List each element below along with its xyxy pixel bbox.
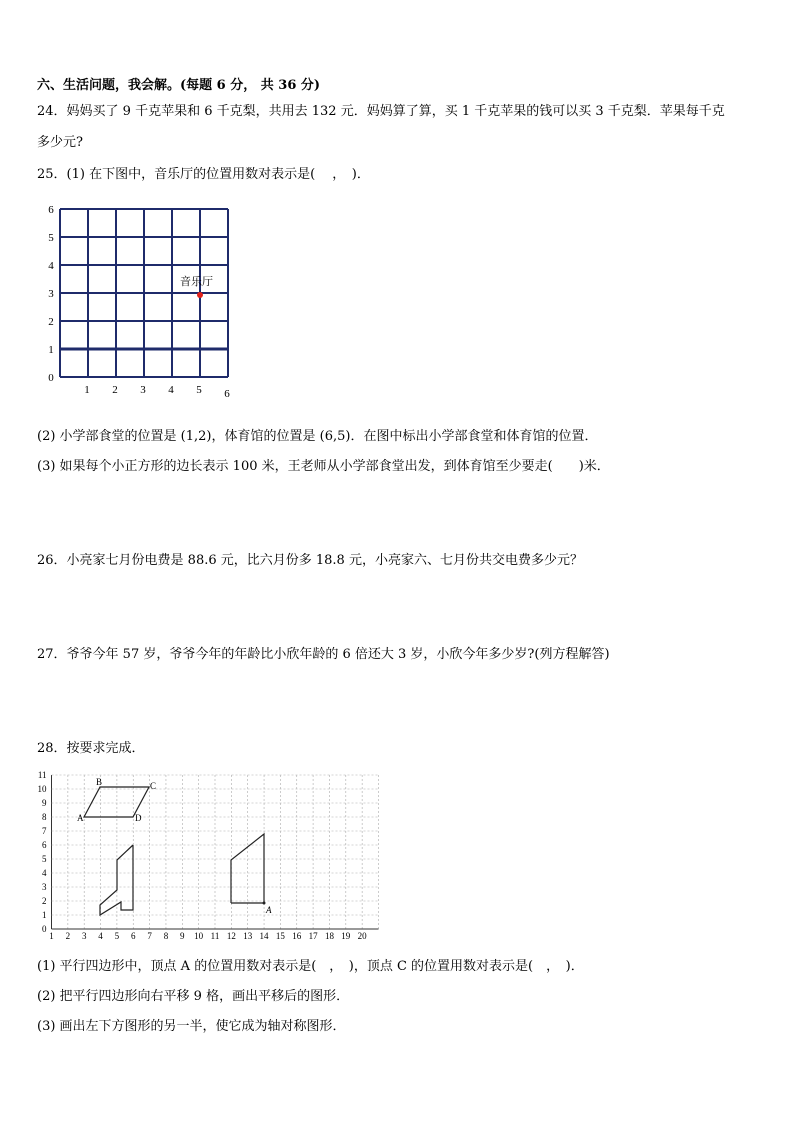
q25-y-tick-label: 3 <box>48 288 54 300</box>
vertex-label-c: C <box>150 781 157 791</box>
q28-x-tick-label: 11 <box>210 931 220 941</box>
q28-dot-grid <box>35 770 385 942</box>
q28-x-tick-label: 2 <box>65 931 71 941</box>
question-26: 26．小亮家七月份电费是 88.6 元，比六月份多 18.8 元，小亮家六、七月份共交电费多少元？ <box>37 553 583 568</box>
q28-x-tick-label: 8 <box>163 931 169 941</box>
q28-y-tick-label: 1 <box>42 910 47 920</box>
q25-x-tick-label: 4 <box>168 384 174 396</box>
q28-y-tick-label: 5 <box>42 854 47 864</box>
question-24-line-1: 24．妈妈买了 9 千克苹果和 6 千克梨，共用去 132 元．妈妈算了算，买 1 千克苹果的钱可以买 3 千克梨．苹果每千克 <box>37 104 725 119</box>
q25-y-tick-label: 1 <box>48 344 54 356</box>
q28-x-tick-label: 20 <box>357 931 367 941</box>
q28-grid-labels <box>38 770 368 941</box>
q25-y-tick-label: 2 <box>48 316 54 328</box>
music-hall-label: 音乐厅 <box>180 276 213 288</box>
q25-y-tick-label: 6 <box>48 204 54 216</box>
q28-x-tick-label: 16 <box>292 931 302 941</box>
vertex-label-d: D <box>135 813 142 823</box>
q28-x-tick-label: 4 <box>98 931 103 941</box>
q28-y-tick-label: 11 <box>37 770 47 780</box>
question-28-part-1: (1) 平行四边形中，顶点 A 的位置用数对表示是( ， )，顶点 C 的位置用数对表示是( ， )． <box>37 959 584 974</box>
q28-x-tick-label: 12 <box>226 931 236 941</box>
q25-x-tick-label: 5 <box>196 384 202 396</box>
q28-y-tick-label: 4 <box>42 868 47 878</box>
q25-y-tick-label: 4 <box>48 260 54 272</box>
q28-y-tick-label: 9 <box>42 798 47 808</box>
question-24-line-2: 多少元? <box>37 135 83 150</box>
q28-y-tick-label: 2 <box>42 896 47 906</box>
q25-x-tick-label: 2 <box>112 384 118 396</box>
vertex-label-a: A <box>77 813 84 823</box>
q28-x-tick-label: 7 <box>147 931 152 941</box>
q28-y-tick-label: 10 <box>37 784 47 794</box>
q28-y-tick-label: 8 <box>42 812 47 822</box>
q28-x-tick-label: 14 <box>259 931 269 941</box>
section-heading: 六、生活问题，我会解。(每题 6 分， 共 36 分) <box>37 78 321 93</box>
q28-y-tick-label: 6 <box>42 840 47 850</box>
q25-coordinate-grid <box>46 205 246 405</box>
vertex-label-a-right: A <box>266 905 272 915</box>
q28-x-tick-label: 3 <box>81 931 87 941</box>
question-28-part-2: (2) 把平行四边形向右平移 9 格，画出平移后的图形． <box>37 989 350 1004</box>
question-28-part-3: (3) 画出左下方图形的另一半，使它成为轴对称图形． <box>37 1019 346 1034</box>
q28-y-tick-label: 0 <box>42 924 47 934</box>
q28-x-tick-label: 17 <box>308 931 318 941</box>
q28-x-tick-label: 9 <box>180 931 185 941</box>
q28-x-tick-label: 18 <box>324 931 334 941</box>
half-symmetric-figure <box>100 845 133 915</box>
q25-x-tick-label: 3 <box>140 384 146 396</box>
vertex-label-b: B <box>96 777 103 787</box>
q25-y-tick-label: 0 <box>48 372 54 384</box>
q25-y-tick-label: 5 <box>48 232 54 244</box>
q28-x-tick-label: 13 <box>243 931 253 941</box>
question-25-part-2: (2) 小学部食堂的位置是 (1,2)，体育馆的位置是 (6,5)．在图中标出小学部食堂和体育馆的位置． <box>37 429 598 444</box>
question-25-part-3: (3) 如果每个小正方形的边长表示 100 米，王老师从小学部食堂出发，到体育馆至少要走( )米． <box>37 459 610 474</box>
q28-y-tick-label: 3 <box>42 882 47 892</box>
q25-x-tick-label: 6 <box>224 388 230 400</box>
q28-y-tick-label: 7 <box>42 826 47 836</box>
q25-grid-lines <box>60 209 228 377</box>
question-25-part-1: 25．(1) 在下图中，音乐厅的位置用数对表示是( ， )． <box>37 167 370 182</box>
q28-x-tick-label: 1 <box>49 931 54 941</box>
question-28-title: 28．按要求完成． <box>37 741 145 756</box>
q28-x-tick-label: 15 <box>275 931 285 941</box>
q28-x-tick-label: 10 <box>194 931 204 941</box>
q28-x-tick-label: 5 <box>114 931 120 941</box>
question-27: 27．爷爷今年 57 岁，爷爷今年的年龄比小欣年龄的 6 倍还大 3 岁，小欣今年多少岁?(列方程解答) <box>37 647 610 662</box>
q28-x-tick-label: 19 <box>341 931 351 941</box>
q25-x-tick-label: 1 <box>84 384 90 396</box>
q28-x-tick-label: 6 <box>131 931 136 941</box>
music-hall-point <box>197 292 203 298</box>
q25-grid-labels <box>48 204 230 400</box>
